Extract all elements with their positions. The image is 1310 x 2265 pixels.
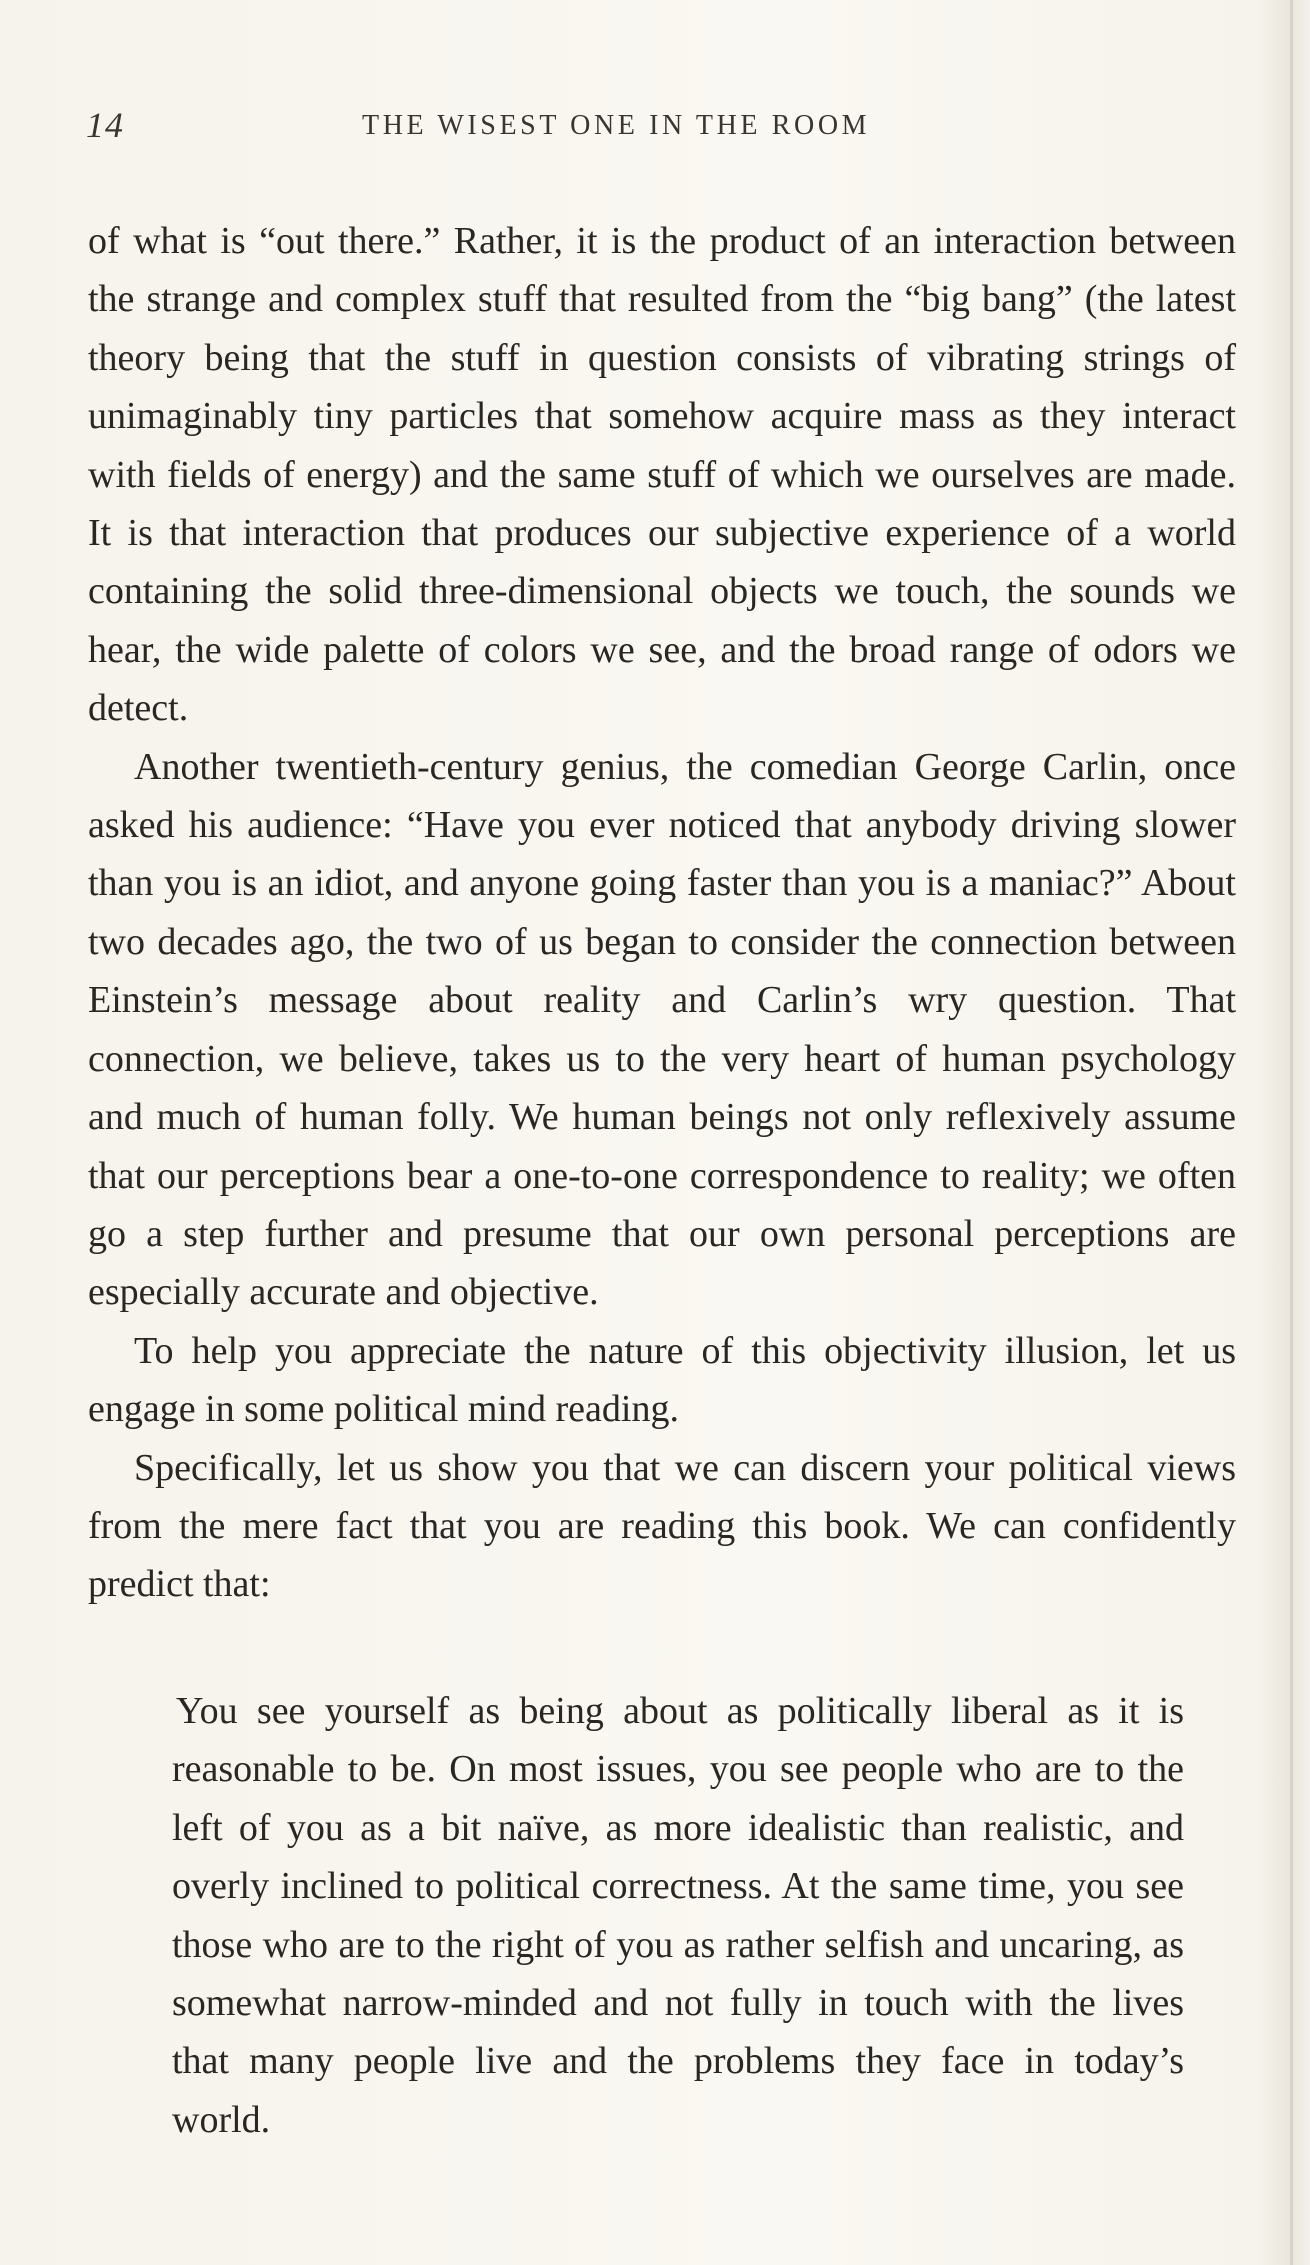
page-header xyxy=(0,104,1310,154)
page-edge xyxy=(1290,0,1293,2265)
paragraph: of what is “out there.” Rather, it is the product of an interaction between the strange and complex stuff that resulted from the “big bang” (the latest theory being that the stuff in question consists of vibrating strings of unimaginably tiny particles that somehow acquire mass as they interact with fields of energy) and the same stuff of which we ourselves are made. It is that interaction that produces our subjective experience of a world containing the solid three-dimensional objects we touch, the sounds we hear, the wide palette of colors we see, and the broad range of odors we detect. xyxy=(88,220,1236,730)
running-head: THE WISEST ONE IN THE ROOM xyxy=(362,110,871,141)
block-quote xyxy=(172,1682,1184,2149)
block-quote-text: You see yourself as being about as politically liberal as it is reasonable to be. On most issues, you see people who are to the left of you as a bit naïve, as more idealistic than realistic, and overly inclined to political correctness. At the same time, you see those who are to the right of you as rather selfish and uncaring, as somewhat narrow-minded and not fully in touch with the lives that many people live and the problems they face in today’s world. xyxy=(172,1690,1184,2141)
paragraph: To help you appreciate the nature of this objectivity illusion, let us engage in some political mind reading. xyxy=(88,1329,1236,1431)
page-number: 14 xyxy=(86,105,124,145)
paragraph: Another twentieth-century genius, the comedian George Carlin, once asked his audience: “Have you ever noticed that anybody driving slower than you is an idiot, and anyone going faster than you is a maniac?” About two decades ago, the two of us began to consider the connection between Einstein’s message about reality and Carlin’s wry question. That connection, we believe, takes us to the very heart of human psychology and much of human folly. We human beings not only reflexively assume that our perceptions bear a one-to-one correspondence to reality; we often go a step further and presume that our own personal perceptions are especially accurate and objective. xyxy=(88,745,1236,1314)
paragraph: Specifically, let us show you that we can discern your political views from the mere fact that you are reading this book. We can confidently predict that: xyxy=(88,1446,1236,1606)
body-text xyxy=(88,212,1236,1614)
